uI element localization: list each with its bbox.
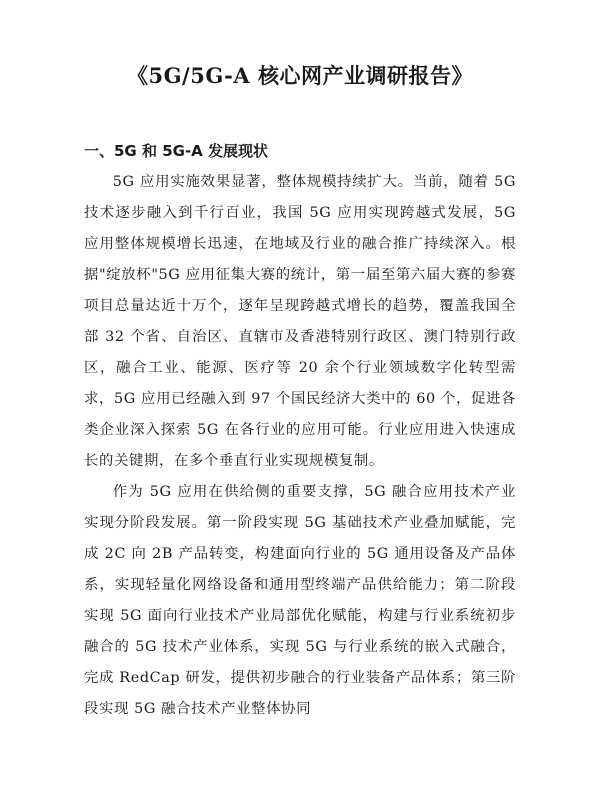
- section-heading: 一、5G 和 5G-A 发展现状: [84, 142, 268, 160]
- paragraph-2: 作为 5G 应用在供给侧的重要支撑，5G 融合应用技术产业实现分阶段发展。第一阶段实现 5G 基础技术产业叠加赋能，完成 2C 向 2B 产品转变，构建面向行业的 5G 通用设备及产品体系，实现轻量化网络设备和通用型终端产品供给能力；第二阶段实现 5G 面向行业技术产业局部优化赋能，构建与行业系统初步融合的 5G 技术产业体系，实现 5G 与行业系统的嵌入式融合，完成 RedCap 研发，提供初步融合的行业装备产品体系；第三阶段实现 5G 融合技术产业整体协同: [84, 484, 516, 717]
- page-title: 《5G/5G-A 核心网产业调研报告》: [127, 63, 473, 88]
- paragraph-1: 5G 应用实施效果显著，整体规模持续扩大。当前，随着 5G 技术逐步融入到千行百业，我国 5G 应用实现跨越式发展，5G 应用整体规模增长迅速，在地域及行业的融合推广持续深入。根据"绽放杯"5G 应用征集大赛的统计，第一届至第六届大赛的参赛项目总量达近十万个，逐年呈现跨越式增长的趋势，覆盖我国全部 32 个省、自治区、直辖市及香港特别行政区、澳门特别行政区，融合工业、能源、医疗等 20 余个行业领域数字化转型需求，5G 应用已经融入到 97 个国民经济大类中的 60 个，促进各类企业深入探索 5G 在各行业的应用可能。行业应用进入快速成长的关键期，在多个垂直行业实现规模复制。: [84, 174, 516, 469]
